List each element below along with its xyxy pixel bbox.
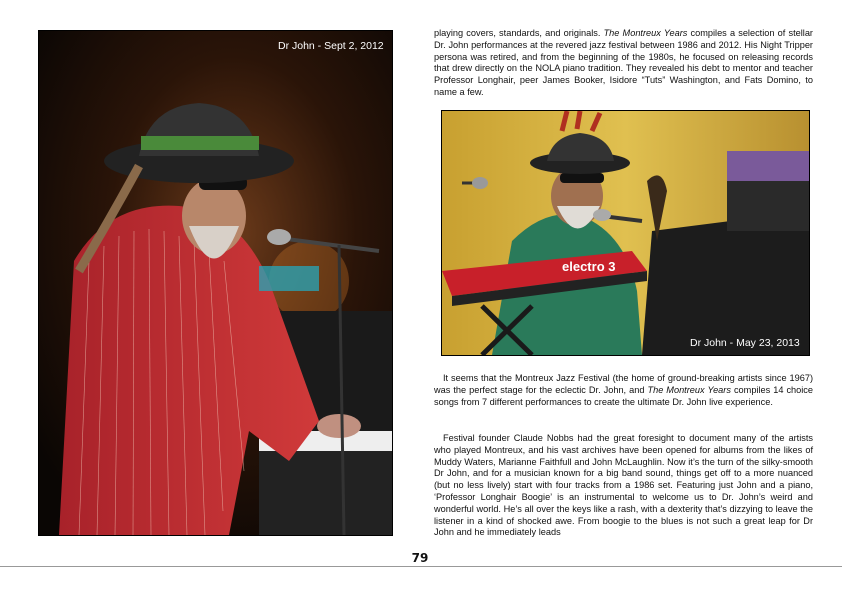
paragraph-1	[434, 28, 813, 99]
paragraph-3	[434, 433, 813, 539]
photo-dr-john-2013-image	[442, 111, 809, 355]
album-title: The Montreux Years	[647, 384, 731, 395]
album-title: The Montreux Years	[603, 28, 688, 38]
para2-text-a: It seems that the Montreux Jazz Festival (the home of ground-breaking artists since 1967) was the perfect stage for the eclectic Dr. John, and	[434, 373, 813, 395]
para1-text-a: playing covers, standards, and originals.	[434, 28, 604, 38]
photo-dr-john-2012	[38, 30, 393, 536]
para3-text: Festival founder Claude Nobbs had the great foresight to document many of the artists who played Montreux, and his vast archives have been opened for albums from the likes of Muddy Waters, Marianne Faithfull and John McLaughlin. Now it’s the turn of the silky-smooth Dr John, and for a musician known for a big band sound, things get off to a more nuanced (but no less lively) start with four tracks from a 1986 set. Featuring just John and a piano, ‘Professor Longhair Boogie’ is an instrumental to welcome us to Dr. John’s weird and wonderful world. He’s all over the keys like a rash, with a dexterity that’s dizzying to leave the listener in a kind of shocked awe. From boogie to the blues is not such a great leap for Dr John and he immediately leads	[434, 433, 813, 538]
para1-text-c: compiles a selection of stellar Dr. John performances at the revered jazz festival between 1986 and 2012. His Night Tripper persona was retired, and from the beginning of the 1980s, he focused on releasing records that drew directly on the NOLA piano tradition. They revealed his debt to mentor and teacher Professor Longhair, peer James Booker, Isidore “Tuts” Washington, and Fats Domino, to name a few.	[434, 28, 813, 97]
photo-caption-left: Dr John - Sept 2, 2012	[278, 40, 384, 52]
photo-dr-john-2012-image	[39, 31, 392, 535]
footer-divider	[0, 566, 842, 567]
photo-caption-right: Dr John - May 23, 2013	[690, 337, 800, 349]
page-number: 79	[405, 551, 435, 565]
para2-text-c: compiles 14 choice songs from 7 different performances to create the ultimate Dr. John live experience.	[434, 384, 814, 407]
keyboard-logo: electro 3	[562, 259, 616, 274]
paragraph-2	[434, 373, 813, 408]
photo-dr-john-2013	[441, 110, 810, 356]
